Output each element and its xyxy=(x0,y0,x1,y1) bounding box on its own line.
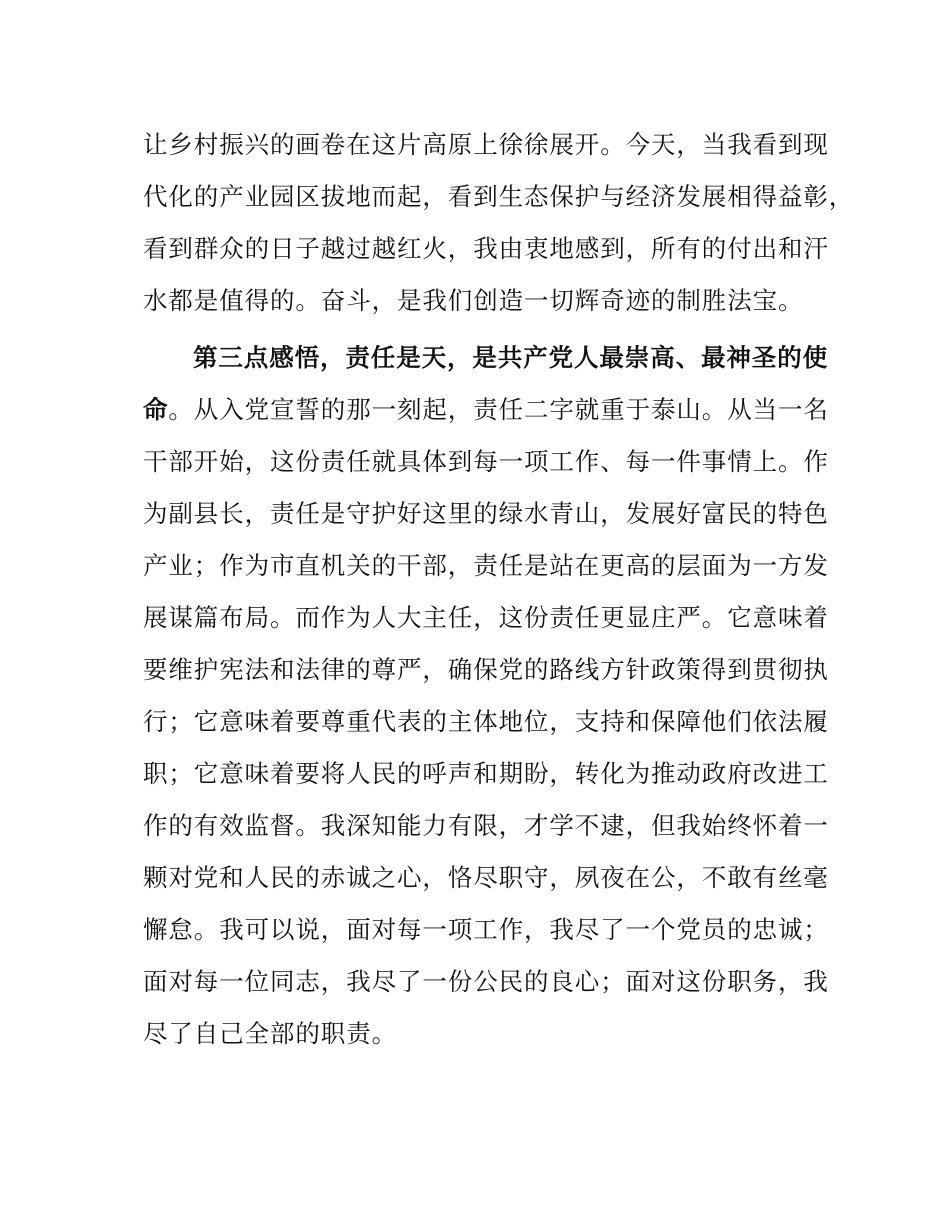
section-heading-text: 第三点感悟，责任是天，是共产党人最崇高、最神圣的使 xyxy=(193,343,828,372)
section-heading-text-end: 命 xyxy=(143,395,169,424)
paragraph-2 xyxy=(143,332,833,1060)
text-line: 代化的产业园区拔地而起，看到生态保护与经济发展相得益彰， xyxy=(143,182,855,211)
text-line: 看到群众的日子越过越红火，我由衷地感到，所有的付出和汗 xyxy=(143,234,829,263)
text-line: 面对每一位同志，我尽了一份公民的良心；面对这份职务，我 xyxy=(143,967,829,996)
text-line: 职；它意味着要将人民的呼声和期盼，转化为推动政府改进工 xyxy=(143,759,829,788)
text-line: 要维护宪法和法律的尊严，确保党的路线方针政策得到贯彻执 xyxy=(143,655,829,684)
text-line xyxy=(143,384,833,436)
text-line: 展谋篇布局。而作为人大主任，这份责任更显庄严。它意味着 xyxy=(143,603,829,632)
text-line: 懈怠。我可以说，面对每一项工作，我尽了一个党员的忠诚； xyxy=(143,915,829,944)
text-line: 产业；作为市直机关的干部，责任是站在更高的层面为一方发 xyxy=(143,551,829,580)
text-line: 行；它意味着要尊重代表的主体地位，支持和保障他们依法履 xyxy=(143,707,829,736)
text-line-rest: 。从入党宣誓的那一刻起，责任二字就重于泰山。从当一名 xyxy=(168,395,829,424)
text-line: 颗对党和人民的赤诚之心，恪尽职守，夙夜在公，不敢有丝毫 xyxy=(143,863,829,892)
document-page xyxy=(143,119,855,1060)
text-line: 作的有效监督。我深知能力有限，才学不逮，但我始终怀着一 xyxy=(143,811,829,840)
text-line: 为副县长，责任是守护好这里的绿水青山，发展好富民的特色 xyxy=(143,499,829,528)
text-line: 让乡村振兴的画卷在这片高原上徐徐展开。今天，当我看到现 xyxy=(143,130,829,159)
paragraph-1 xyxy=(143,119,855,327)
text-line: 干部开始，这份责任就具体到每一项工作、每一件事情上。作 xyxy=(143,447,829,476)
text-line: 尽了自己全部的职责。 xyxy=(143,1019,397,1048)
text-line: 水都是值得的。奋斗，是我们创造一切辉奇迹的制胜法宝。 xyxy=(143,286,804,315)
